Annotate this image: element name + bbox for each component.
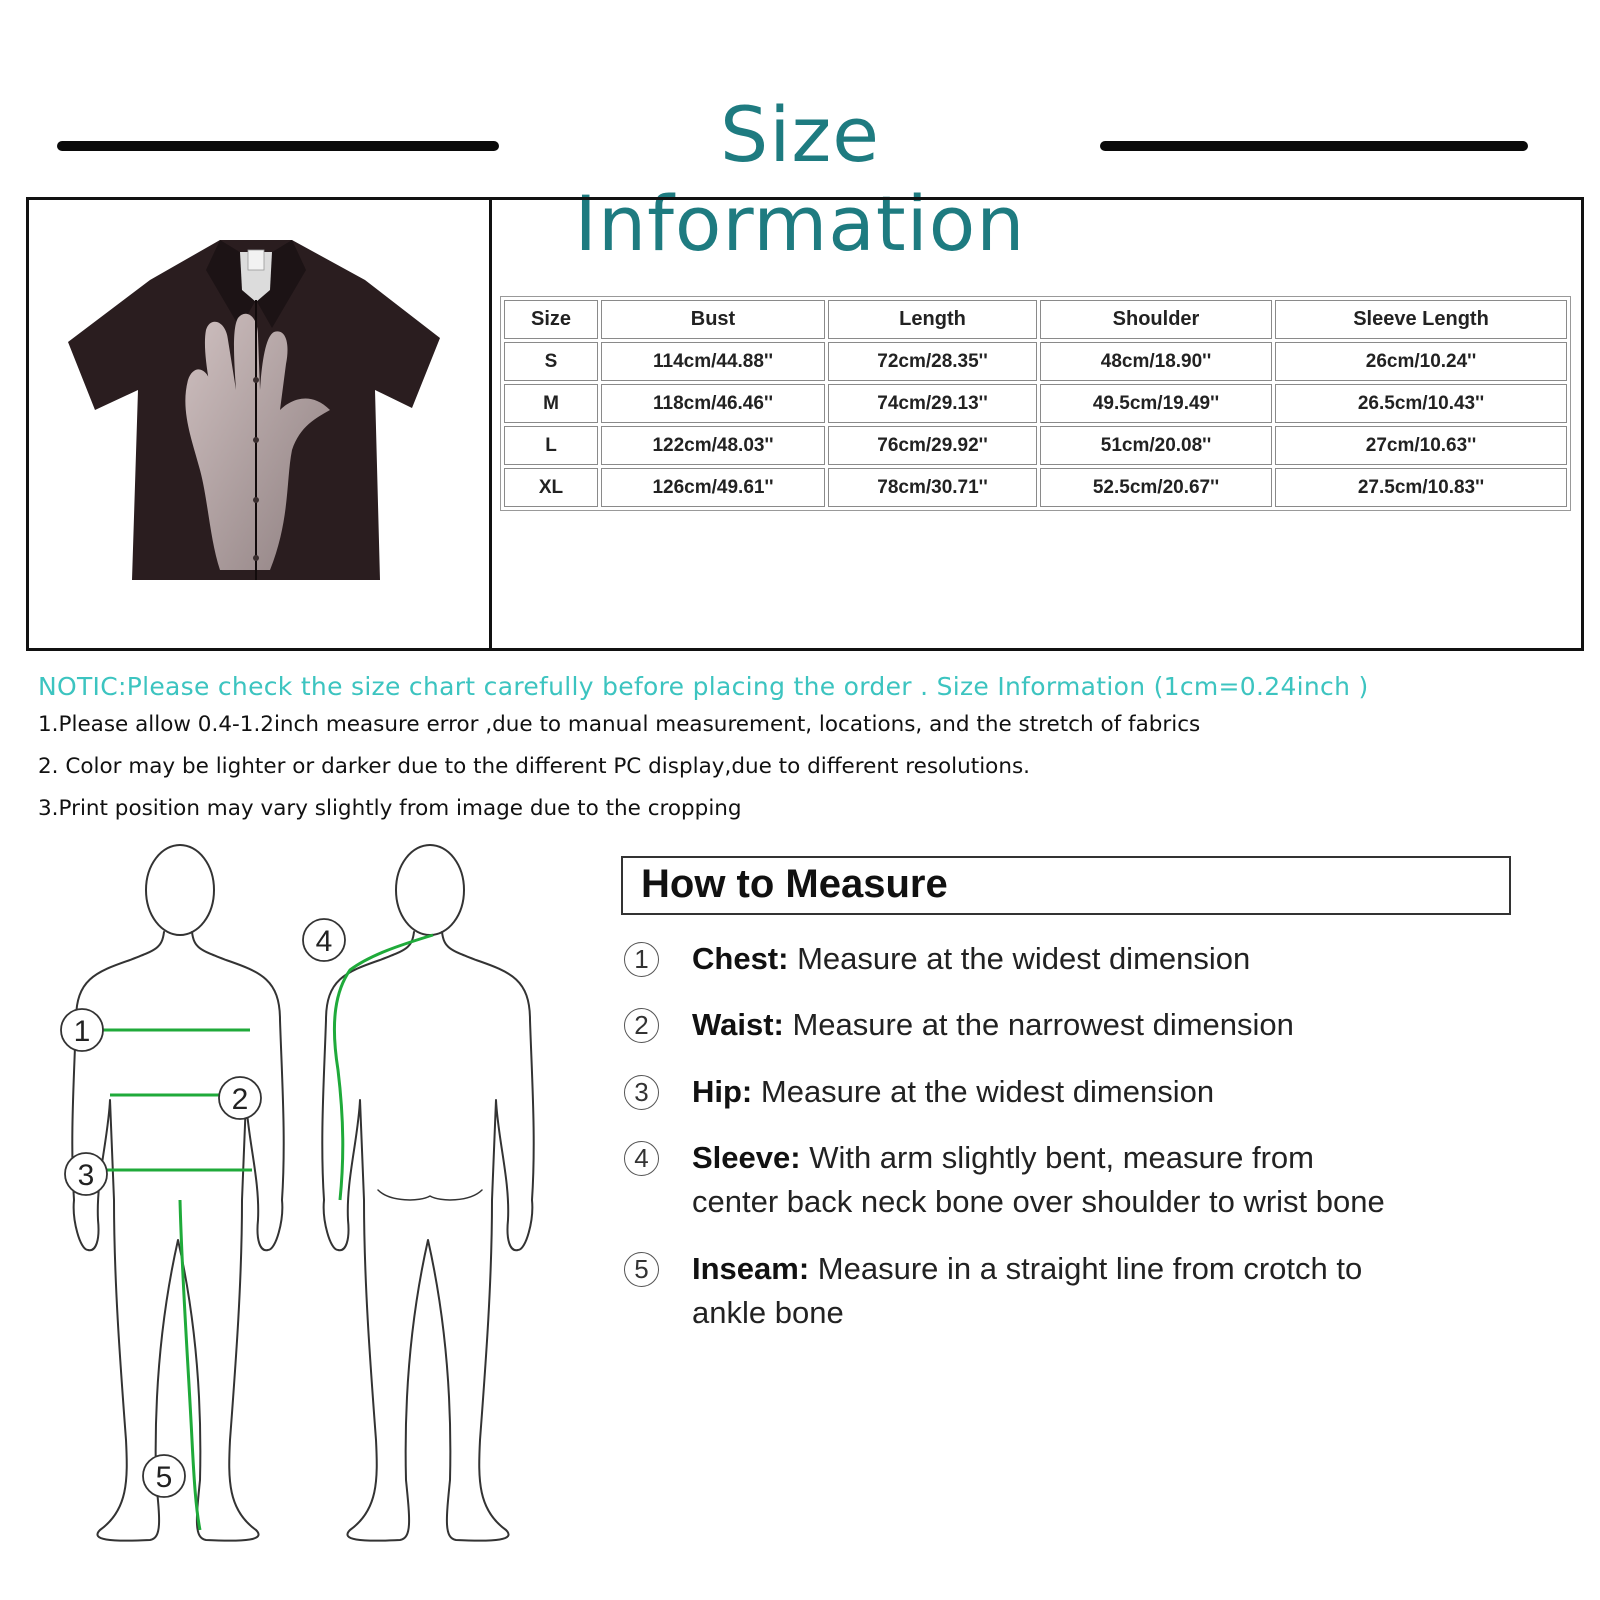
note-2: 2. Color may be lighter or darker due to the different PC display,due to different resolutions. [38, 754, 1031, 779]
cell-sleeve: 26cm/10.24'' [1275, 342, 1567, 381]
notice-text: NOTIC:Please check the size chart carefully before placing the order . Size Information (1cm=0.24inch ) [38, 672, 1369, 701]
cell-length: 74cm/29.13'' [828, 384, 1037, 423]
table-row [504, 342, 1567, 381]
measure-num-4: 4 [624, 1141, 659, 1176]
measure-item-hip [692, 1070, 1214, 1114]
measure-desc-cont: center back neck bone over shoulder to wrist bone [692, 1184, 1385, 1219]
header-length: Length [828, 300, 1037, 339]
cell-size: L [504, 426, 598, 465]
measure-desc: With arm slightly bent, measure from [800, 1140, 1314, 1175]
cell-bust: 114cm/44.88'' [601, 342, 825, 381]
title-rule-left [57, 141, 499, 151]
figure-label-3: 3 [77, 1159, 95, 1192]
cell-sleeve: 27.5cm/10.83'' [1275, 468, 1567, 507]
product-panel-divider [489, 197, 492, 651]
table-row [504, 468, 1567, 507]
sleeve-line [334, 935, 433, 1200]
measure-item-sleeve [692, 1136, 1385, 1224]
cell-shoulder: 52.5cm/20.67'' [1040, 468, 1272, 507]
measure-term: Hip: [692, 1074, 753, 1109]
measure-item-inseam [692, 1247, 1362, 1335]
note-1: 1.Please allow 0.4-1.2inch measure error ,due to manual measurement, locations, and the stretch of fabrics [38, 712, 1201, 737]
table-row [504, 426, 1567, 465]
table-row [504, 384, 1567, 423]
cell-size: M [504, 384, 598, 423]
measure-desc: Measure at the widest dimension [788, 941, 1251, 976]
cell-length: 76cm/29.92'' [828, 426, 1037, 465]
measure-term: Chest: [692, 941, 789, 976]
cell-sleeve: 26.5cm/10.43'' [1275, 384, 1567, 423]
measure-num-2: 2 [624, 1008, 659, 1043]
size-table [500, 296, 1571, 511]
back-head [396, 845, 464, 935]
measure-item-waist [692, 1003, 1294, 1047]
cell-shoulder: 48cm/18.90'' [1040, 342, 1272, 381]
figure-label-4: 4 [315, 925, 333, 958]
measure-term: Sleeve: [692, 1140, 801, 1175]
figure-label-1: 1 [73, 1015, 91, 1048]
body-measurement-figures [40, 840, 580, 1580]
shirt-image [60, 240, 460, 605]
header-sleeve-length: Sleeve Length [1275, 300, 1567, 339]
measure-desc: Measure in a straight line from crotch to [809, 1251, 1363, 1286]
measure-item-chest [692, 937, 1250, 981]
how-to-measure-title: How to Measure [641, 862, 948, 906]
cell-size: S [504, 342, 598, 381]
header-size: Size [504, 300, 598, 339]
measure-term: Waist: [692, 1007, 784, 1042]
measure-num-1: 1 [624, 942, 659, 977]
measure-num-3: 3 [624, 1075, 659, 1110]
cell-bust: 122cm/48.03'' [601, 426, 825, 465]
back-body [322, 932, 533, 1541]
front-head [146, 845, 214, 935]
cell-length: 78cm/30.71'' [828, 468, 1037, 507]
measure-num-5: 5 [624, 1252, 659, 1287]
header-bust: Bust [601, 300, 825, 339]
figure-label-2: 2 [231, 1083, 249, 1116]
measure-desc-cont: ankle bone [692, 1295, 844, 1330]
cell-sleeve: 27cm/10.63'' [1275, 426, 1567, 465]
measure-desc: Measure at the widest dimension [752, 1074, 1215, 1109]
measure-term: Inseam: [692, 1251, 810, 1286]
cell-length: 72cm/28.35'' [828, 342, 1037, 381]
size-table-header [504, 300, 1567, 339]
front-body [72, 932, 283, 1541]
header-shoulder: Shoulder [1040, 300, 1272, 339]
figure-label-5: 5 [155, 1461, 173, 1494]
cell-bust: 118cm/46.46'' [601, 384, 825, 423]
note-3: 3.Print position may vary slightly from image due to the cropping [38, 796, 742, 821]
measure-desc: Measure at the narrowest dimension [783, 1007, 1294, 1042]
cell-bust: 126cm/49.61'' [601, 468, 825, 507]
title-rule-right [1100, 141, 1528, 151]
cell-shoulder: 51cm/20.08'' [1040, 426, 1272, 465]
cell-shoulder: 49.5cm/19.49'' [1040, 384, 1272, 423]
cell-size: XL [504, 468, 598, 507]
page-title: Size Information [574, 90, 1026, 268]
